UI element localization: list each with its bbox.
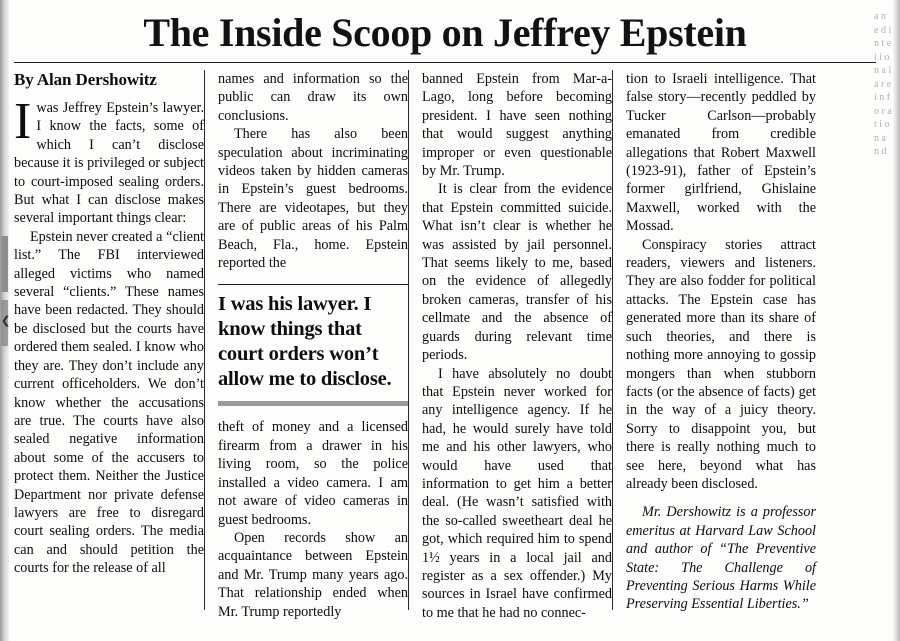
pull-quote: I was his lawyer. I know things that court orders won’t allow me to disclose. [218,293,392,391]
paragraph: There has also been speculation about incriminating videos taken by hidden cameras in Epstein’s guest bedrooms. There are videotapes, but they are of public areas of his Palm Beach, Fla., home. Epstein reported the [218,126,408,272]
author-bio: Mr. Dershowitz is a professor emeritus at Harvard Law School and author of “The Preventive State: The Challenge of Preventing Serious Harms While Preserving Essential Liberties.” [626,504,816,613]
column-4 [626,70,816,613]
right-scan-edge [893,0,900,641]
paragraph: Open records show an acquaintance between Epstein and Mr. Trump many years ago. That relationship ended when Mr. Trump reportedly [218,529,408,620]
paragraph: It is clear from the evidence that Epstein committed suicide. What isn’t clear is whether he was assisted by jail personnel. That seems likely to me, based on the evidence of allegedly broken cameras, transfer of his cellmate and the absence of guards during relevant time periods. [422,181,612,364]
column-divider [408,70,409,610]
paragraph: tion to Israeli intelligence. That false story—recently peddled by Tucker Carlson—probably emanated from credible allegations that Robert Maxwell (1923-91), father of Epstein’s former girlfriend, Ghislaine Maxwell, worked with the Mossad. [626,71,816,235]
headline-rule [14,62,876,63]
pull-quote-bottom-rule [218,401,408,406]
column-1 [14,70,204,610]
paragraph [14,93,204,228]
paragraph-text: was Jeffrey Epstein’s lawyer. I know the facts, some of which I can’t disclose because it is privileged or subject to court-imposed sealing orders. But what I can disclose makes several important things clear: [14,100,204,227]
page-title: The Inside Scoop on Jeffrey Epstein [143,10,747,55]
drop-cap: I [14,93,32,150]
column-3 [422,70,612,621]
paragraph: banned Epstein from Mar-a-Lago, long before becoming president. I have seen nothing that would suggest anything improper or even questionable by Mr. Trump. [422,71,612,180]
paragraph: theft of money and a licensed firearm from a drawer in his living room, so the police installed a video camera. I am not aware of video cameras in guest bedrooms. [218,419,408,528]
column-2 [218,70,408,620]
pull-quote-block [218,284,408,406]
page-bleed-text: a n e d i n t e i i o n a l a r e i n f o r a t i o n a n d [874,11,892,157]
byline: By Alan Dershowitz [14,70,157,89]
paragraph: names and information so the public can draw its own conclusions. [218,71,408,124]
chevron-left-icon[interactable]: ❮ [1,315,11,327]
paragraph: Conspiracy stories attract readers, viewers and listeners. They are also fodder for political attacks. The Epstein case has generated more than its share of such theories, and there is nothing more annoying to gossip mongers than when stubborn facts (or the absence of facts) get in the way of a juicy theory. Sorry to disappoint you, but there is really nothing much to see here, beyond what has already been disclosed. [626,236,816,492]
paragraph: Epstein never created a “client list.” The FBI interviewed alleged victims who named several “clients.” These names have been redacted. They should be disclosed but the courts have ordered them sealed. I know who they are. They don’t include any current officeholders. We don’t know whether the accusations are true. The courts have also sealed negative information about some of the accusers to protect them. Neither the Justice Department nor private defense lawyers are free to disregard court sealing orders. The media can and should petition the courts for the release of all [14,228,204,577]
column-divider [612,70,613,610]
column-divider [204,70,205,610]
pull-quote-top-rule [218,284,408,285]
article-body [14,8,876,633]
paragraph: I have absolutely no doubt that Epstein never worked for any intelligence agency. If he had, he would surely have told me and his other lawyers, who would have used that information to get him a better deal. (He wasn’t satisfied with the so-called sweetheart deal he got, which required him to spend 1½ years in a local jail and register as a sex offender.) My sources in Israel have confirmed to me that he had no connec- [422,365,612,621]
scroll-thumb-upper[interactable] [1,236,8,292]
column-container [14,70,876,621]
